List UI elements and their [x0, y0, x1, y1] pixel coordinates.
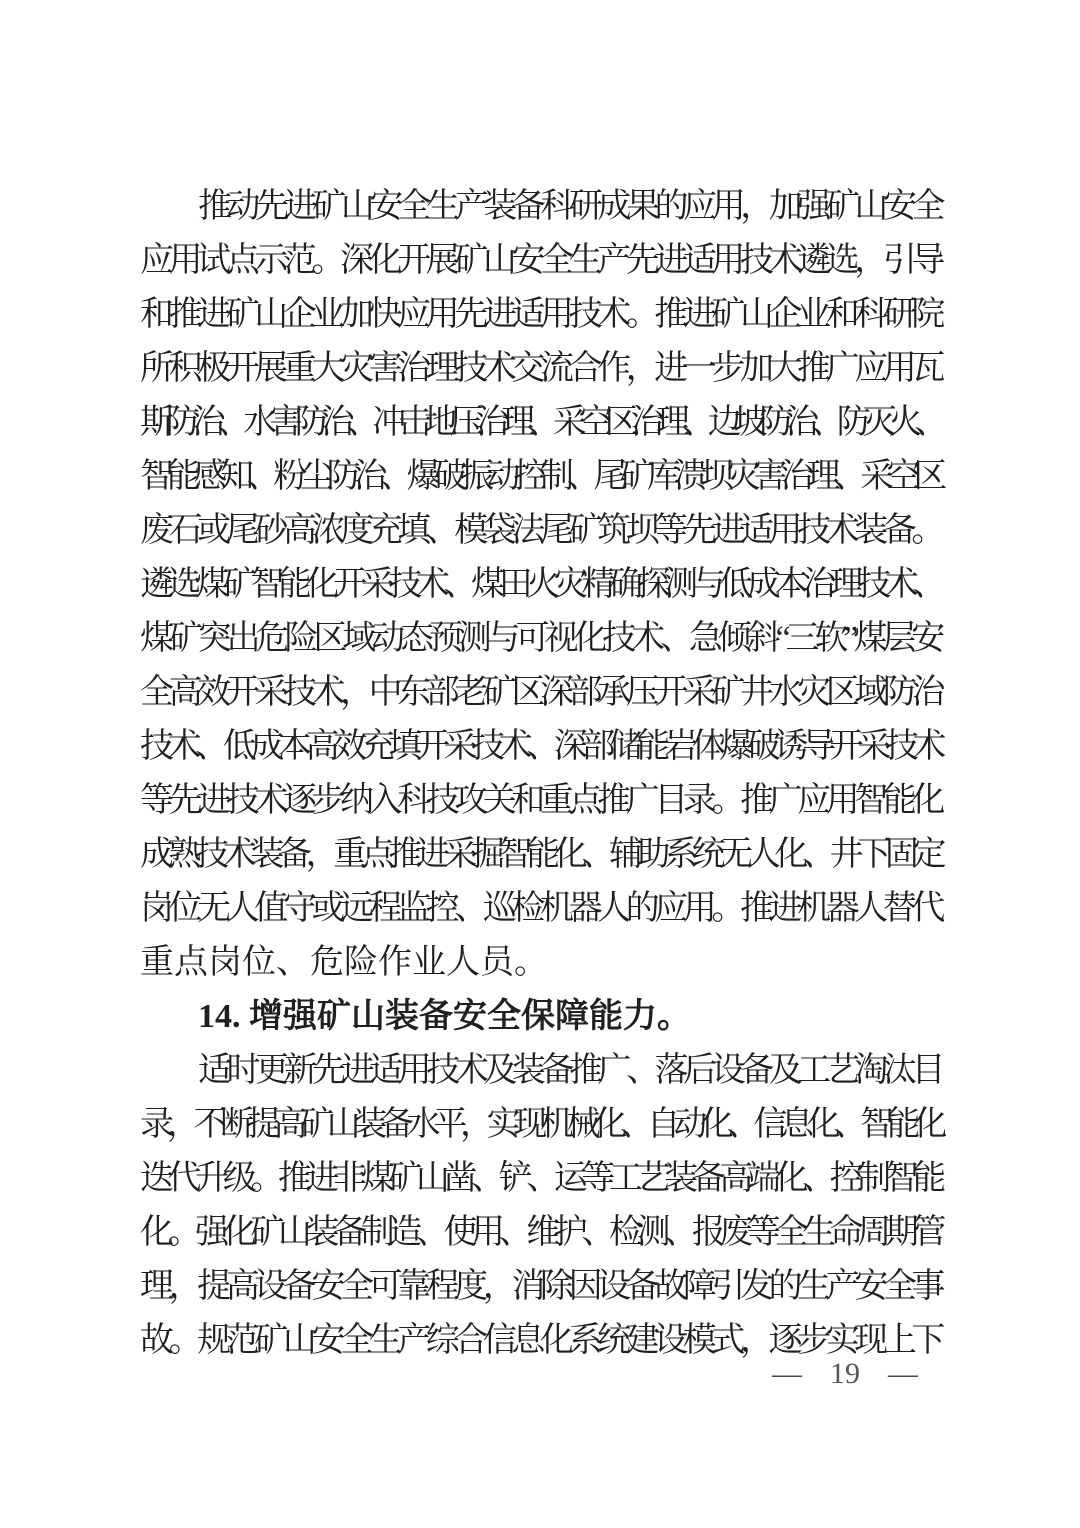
text-line: 理，提高设备安全可靠程度，消除因设备故障引发的生产安全事 [140, 1268, 940, 1305]
text-line: 故。规范矿山安全生产综合信息化系统建设模式，逐步实现上下 [140, 1322, 940, 1359]
text-line: 成熟技术装备，重点推进采掘智能化、辅助系统无人化、井下固定 [140, 836, 940, 873]
text-line: 和推进矿山企业加快应用先进适用技术。推进矿山企业和科研院 [140, 296, 940, 333]
footer-left-dash: — [772, 1357, 802, 1390]
text-line: 智能感知、粉尘防治、爆破振动控制、尾矿库溃坝灾害治理、采空区 [140, 458, 940, 495]
text-line: 适时更新先进适用技术及装备推广、落后设备及工艺淘汰目 [198, 1052, 940, 1089]
footer-right-dash: — [888, 1357, 918, 1390]
page-number: 19 [830, 1357, 860, 1390]
text-line: 推动先进矿山安全生产装备科研成果的应用，加强矿山安全 [198, 188, 940, 225]
text-line: 遴选煤矿智能化开采技术、煤田火灾精确探测与低成本治理技术、 [140, 566, 940, 603]
text-line: 录，不断提高矿山装备水平，实现机械化、自动化、信息化、智能化 [140, 1106, 940, 1143]
section-heading: 14. 增强矿山装备安全保障能力。 [198, 998, 691, 1035]
text-line: 等先进技术逐步纳入科技攻关和重点推广目录。推广应用智能化 [140, 782, 940, 819]
text-line: 岗位无人值守或远程监控、巡检机器人的应用。推进机器人替代 [140, 890, 940, 927]
text-line: 重点岗位、危险作业人员。 [140, 944, 548, 981]
text-line: 废石或尾砂高浓度充填、模袋法尾矿筑坝等先进适用技术装备。 [140, 512, 940, 549]
text-line: 全高效开采技术，中东部老矿区深部承压开采矿井水灾区域防治 [140, 674, 940, 711]
text-line: 化。强化矿山装备制造、使用、维护、检测、报废等全生命周期管 [140, 1214, 940, 1251]
text-line: 技术、低成本高效充填开采技术、深部储能岩体爆破诱导开采技术 [140, 728, 940, 765]
text-line: 应用试点示范。深化开展矿山安全生产先进适用技术遴选，引导 [140, 242, 940, 279]
text-line: 迭代升级。推进非煤矿山凿、铲、运等工艺装备高端化、控制智能 [140, 1160, 940, 1197]
text-line: 斯防治、水害防治、冲击地压治理、采空区治理、边坡防治、防灭火、 [140, 404, 940, 441]
text-block [140, 180, 940, 1368]
page-footer [140, 1352, 940, 1396]
text-line: 所积极开展重大灾害治理技术交流合作，进一步加大推广应用瓦 [140, 350, 940, 387]
text-line: 煤矿突出危险区域动态预测与可视化技术、急倾斜“三软”煤层安 [140, 620, 940, 657]
